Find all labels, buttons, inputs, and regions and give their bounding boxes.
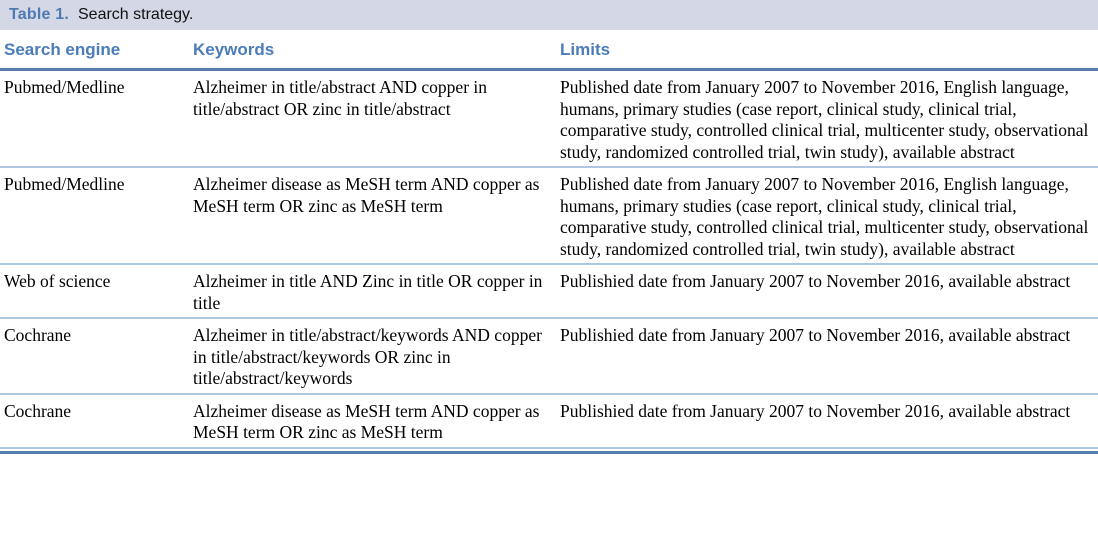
table-row xyxy=(0,167,1098,264)
cell-keywords: Alzheimer disease as MeSH term AND copper as MeSH term OR zinc as MeSH term xyxy=(189,167,556,264)
cell-limits: Publishied date from January 2007 to November 2016, available abstract xyxy=(556,318,1098,394)
cell-keywords: Alzheimer in title/abstract AND copper in title/abstract OR zinc in title/abstract xyxy=(193,77,488,119)
table-row xyxy=(0,264,1098,318)
table-body xyxy=(0,70,1098,448)
cell-search-engine: Web of science xyxy=(0,264,189,318)
cell-keywords: Alzheimer in title/abstract/keywords AND copper in title/abstract/keywords OR zinc in title/abstract/keywords xyxy=(189,318,556,394)
table-header-row xyxy=(0,32,1098,70)
table-bottom-rule xyxy=(0,451,1098,454)
cell-limits: Publishied date from January 2007 to November 2016, available abstract xyxy=(556,264,1098,318)
cell-limits: Publishied date from January 2007 to November 2016, available abstract xyxy=(556,394,1098,448)
cell-limits: Published date from January 2007 to November 2016, English language, humans, primary studies (case report, clinical study, clinical trial, comparative study, controlled clinical trial, multicenter study, observational study, randomized controlled trial, twin study), available abstract xyxy=(560,77,1089,162)
cell-keywords: Alzheimer in title AND Zinc in title OR copper in title xyxy=(189,264,556,318)
table-row xyxy=(0,318,1098,394)
table-caption-title: Search strategy. xyxy=(78,6,194,23)
column-header-keywords: Keywords xyxy=(189,32,556,70)
cell-search-engine: Cochrane xyxy=(0,318,189,394)
table-header xyxy=(0,32,1098,70)
table-caption-bar xyxy=(0,0,1098,30)
table-caption-label: Table 1. xyxy=(9,6,69,23)
table-row xyxy=(0,70,1098,168)
cell-search-engine: Pubmed/Medline xyxy=(0,167,189,264)
cell-search-engine: Cochrane xyxy=(0,394,189,448)
cell-keywords: Alzheimer disease as MeSH term AND copper as MeSH term OR zinc as MeSH term xyxy=(189,394,556,448)
cell-limits: Published date from January 2007 to November 2016, English language, humans, primary studies (case report, clinical study, clinical trial, comparative study, controlled clinical trial, multicenter study, observational study, randomized controlled trial, twin study), available abstract xyxy=(556,167,1098,264)
search-strategy-table xyxy=(0,32,1098,449)
table-row xyxy=(0,394,1098,448)
column-header-limits: Limits xyxy=(556,32,1098,70)
cell-search-engine: Pubmed/Medline xyxy=(4,77,125,97)
column-header-search-engine: Search engine xyxy=(0,32,189,70)
